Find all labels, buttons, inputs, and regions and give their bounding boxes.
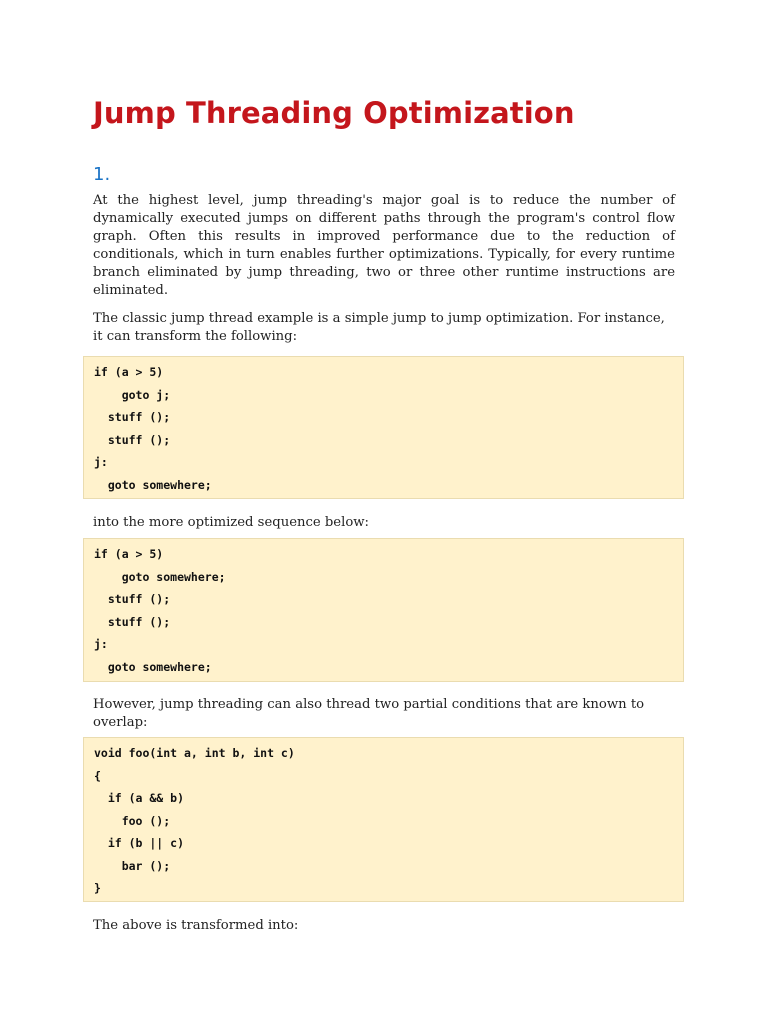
- transformed-paragraph: The above is transformed into:: [93, 918, 299, 933]
- code-line: stuff ();: [94, 410, 171, 424]
- code-line: if (b || c): [94, 836, 185, 850]
- code-line: }: [94, 881, 101, 895]
- code-line: j:: [94, 637, 108, 651]
- code-line: foo ();: [94, 813, 171, 828]
- code-line: goto somewhere;: [94, 477, 212, 492]
- code-line: stuff ();: [94, 614, 171, 629]
- section-number: 1.: [93, 164, 111, 185]
- code-block-optimized: [83, 538, 684, 682]
- code-line: bar ();: [94, 858, 171, 873]
- code-line: stuff ();: [94, 592, 171, 606]
- partial-conditions-paragraph: However, jump threading can also thread two partial conditions that are known to overlap:: [93, 697, 645, 730]
- code-block-original: [83, 356, 684, 499]
- code-line: stuff ();: [94, 432, 171, 447]
- code-line: goto j;: [94, 387, 171, 402]
- code-line: goto somewhere;: [94, 569, 226, 584]
- optimized-intro-paragraph: into the more optimized sequence below:: [93, 515, 370, 530]
- code-line: {: [94, 768, 101, 783]
- code-line: j:: [94, 455, 108, 469]
- code-line: if (a && b): [94, 791, 185, 805]
- code-line: void foo(int a, int b, int c): [94, 746, 295, 760]
- code-line: goto somewhere;: [94, 659, 212, 674]
- page-title: Jump Threading Optimization: [93, 96, 575, 130]
- code-block-partial-conditions: [83, 737, 684, 902]
- intro-paragraph: At the highest level, jump threading's major goal is to reduce the number of dynamically executed jumps on different paths through the program's control flow graph. Often this results in improved performance due to the reduction of conditionals, which in turn enables further optimizations. Typically, for every runtime branch eliminated by jump threading, two or three other runtime instructions are eliminated.: [93, 193, 675, 298]
- code-line: if (a > 5): [94, 547, 164, 561]
- classic-example-paragraph: The classic jump thread example is a simple jump to jump optimization. For instance, it can transform the following:: [93, 311, 665, 344]
- code-line: if (a > 5): [94, 365, 164, 379]
